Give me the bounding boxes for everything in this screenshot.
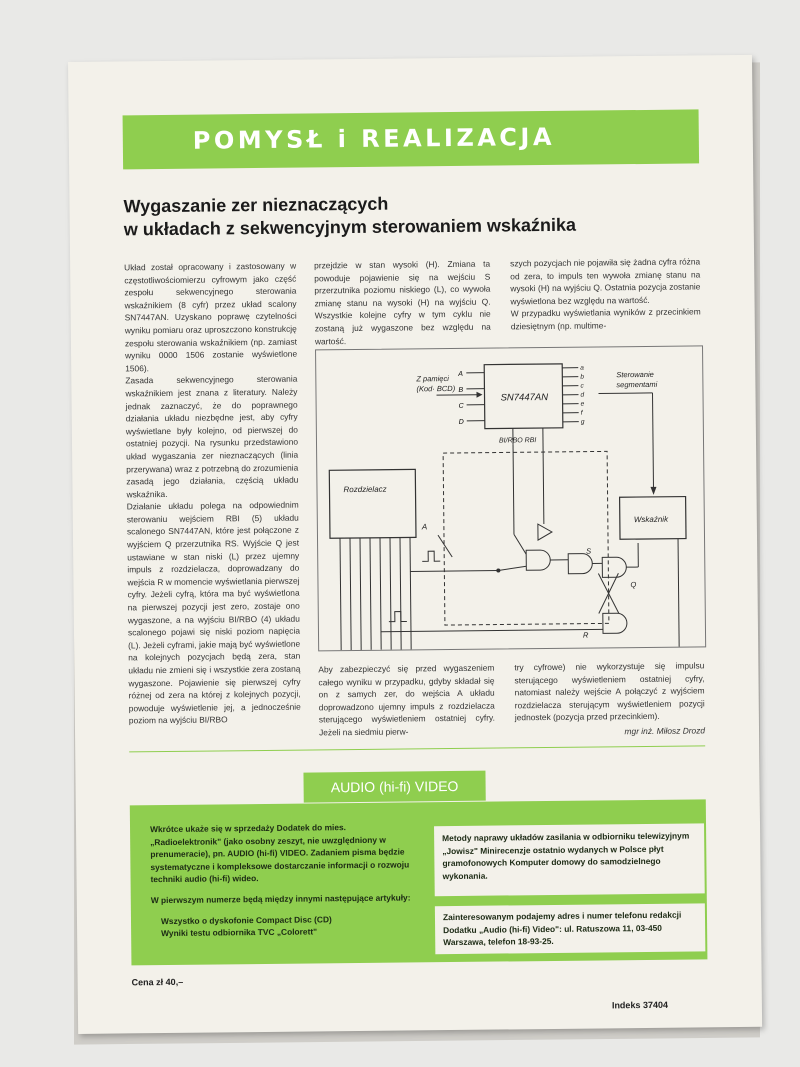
ic-input-b: B: [458, 386, 464, 394]
paragraph: szych pozycjach nie pojawiła się żadna cyfra różna od zera, to impuls ten wywoła zmianę stanu na wysoki (H) na wyjściu Q. Ostatnia pozycja zostanie wyświetlona bez względu na wartość.: [510, 256, 701, 307]
ic-inputs: [457, 371, 485, 426]
supplement-left-text: [150, 820, 413, 939]
paragraph: przejdzie w stan wysoki (H). Zmiana ta powoduje pojawienie się na wejściu S przerzutnika poziomu niskiego (L), co wywoła zmianę stanu na wysoki (H) na wyjściu Q. Wszystkie kolejne cyfry w tym cyklu nie zostaną już wygaszone bez względu na wartość.: [314, 258, 491, 346]
ic-output-f: f: [580, 409, 583, 417]
supplement-topics-box: Metody naprawy układów zasilania w odbiorniku telewizyjnym „Jowisz" Minirecenzje ostatnio wydanych w Polsce płyt gramofonowych Komputer domowy do samodzielnego wykonania.: [434, 823, 705, 896]
paragraph: Aby zabezpieczyć się przed wygaszeniem całego wyniku w przypadku, gdyby składał się on z samych zer, do wejścia A układu doprowadzono ujemny impuls z rozdzielacza sterującego wyświetleniem ostatniej cyfry. Jeżeli na siedmiu pierw-: [318, 662, 495, 738]
memory-arrow-head: [476, 392, 482, 398]
article-title: [123, 191, 576, 242]
supplement-article-1: Wszystko o dyskofonie Compact Disc (CD): [160, 913, 332, 926]
and-gate-2-icon: [568, 554, 592, 574]
distributor-label: Rozdzielacz: [343, 484, 387, 495]
price-label: Cena zł 40,–: [131, 976, 184, 988]
author-signature: mgr inż. Miłosz Drozd: [624, 725, 706, 737]
node-r-label: R: [582, 630, 589, 640]
ic-output-d: d: [580, 391, 585, 399]
supplement-intro: Wkrótce ukaże się w sprzedaży Dodatek do mies. „Radioelektronik" (jako osobny zeszyt, nie uwzględniony w prenumeracie), pn. AUDIO (hi-fi) VIDEO. Zadaniem pisma będzie systematyczne i kompleksowe dostarczanie informacji o rozwoju techniki audio (hi-fi) wideo.: [149, 822, 410, 885]
segment-arrow-line: [599, 393, 653, 394]
ic-output-c: c: [580, 382, 584, 390]
memory-label: Z pamięci: [416, 374, 449, 384]
ic-output-e: e: [580, 400, 585, 408]
article-column-1: [124, 260, 301, 728]
node-s-label: S: [586, 546, 592, 556]
display-label: Wskaźnik: [633, 514, 669, 525]
ic-input-a: A: [458, 370, 464, 378]
article-column-2-bottom: [318, 662, 495, 739]
and-gate-1-icon: [526, 550, 550, 570]
blanking-circuit-boundary: [443, 451, 609, 625]
node-q-label: Q: [630, 580, 637, 590]
memory-code-label: (Kod· BCD): [416, 383, 456, 394]
article-title-line-2: w układach z sekwencyjnym sterowaniem wskaźnika: [123, 214, 577, 240]
ic-output-b: b: [580, 373, 584, 381]
paragraph: try cyfrowe) nie wykorzystuje się impulsu sterującego wyświetleniem ostatniej cyfry, natomiast należy wejście A połączyć z wyjściem rozdzielacza sterującym wyświetleniem pozycji jednostek (pozycja przed przecinkiem).: [514, 660, 705, 723]
section-banner-text: POMYSŁ i REALIZACJA: [192, 122, 556, 155]
supplement-article-2: Wyniki testu odbiornika TVC „Colorett": [161, 926, 318, 939]
segment-control-sublabel: segmentami: [616, 379, 658, 390]
paragraph: W przypadku wyświetlania wyników z przecinkiem dziesiętnym (np. multime-: [510, 306, 701, 332]
ic-outputs: [562, 365, 585, 426]
circuit-schematic: [316, 346, 705, 650]
distributor-lines: [340, 537, 411, 650]
supplement-contact-box: Zainteresowanym podajemy adres i numer telefonu redakcji Dodatku „Audio (hi-fi) Video": ul. Ratuszowa 11, 03-450 Warszawa, telefon 18-93-25.: [435, 903, 705, 954]
distributor-box: [329, 469, 416, 538]
nand-gate-s-icon: [602, 557, 626, 577]
ic-label: SN7447AN: [500, 391, 549, 404]
article-column-2-top: [314, 258, 491, 348]
article-column-3-top: [510, 255, 701, 333]
node-a-label: A: [421, 522, 428, 532]
inverter-icon: [538, 524, 552, 540]
article-column-3-bottom: [514, 659, 705, 739]
ic-input-c: C: [458, 402, 464, 410]
section-divider: [129, 745, 705, 752]
pulse-r-icon: [389, 611, 407, 621]
supplement-announcement: [130, 799, 708, 965]
ic-output-g: g: [580, 418, 585, 426]
supplement-tab: AUDIO (hi-fi) VIDEO: [303, 771, 485, 803]
pulse-a-icon: [422, 551, 440, 561]
paragraph: Zasada sekwencyjnego sterowania wskaźnikiem jest znana z literatury. Należy jednak zaznaczyć, że do poprawnego działania układu niezbędne jest, aby cyfry wyświetlane były kolejno, od pierwszej do ostatniej pozycji. Na rysunku przedstawiono układ wygaszania zer nieznaczących (linia przerywana) wraz z potrzebną do zrozumienia zasadą jego działania, częścią układu wskaźnika.: [125, 373, 299, 500]
segment-control-label: Sterowanie: [616, 369, 654, 380]
ic-output-a: a: [580, 364, 584, 372]
ic-input-d: D: [458, 418, 464, 426]
index-number: Indeks 37404: [611, 999, 669, 1011]
section-banner: [123, 109, 700, 169]
supplement-articles-intro: W pierwszym numerze będą między innymi następujące artykuły:: [150, 892, 411, 906]
circuit-diagram: [315, 345, 706, 651]
paragraph: Działanie układu polega na odpowiednim sterowaniu wejściem RBI (5) układu scalonego SN7447AN, które jest połączone z wyjściem Q przerzutnika RS. Wyjście Q jest ustawiane w stan niski (L) przez ujemny impuls z rozdzielacza, doprowadzany do wejścia R w momencie wyświetlania pierwszej cyfry. Jeżeli cyfrą, która ma być wyświetlona na pierwszej pozycji jest zero, zostaje ono wygaszone, a na wyjściu BI/RBO (4) układu scalonego pojawi się niski poziom napięcia (L). Jeżeli cyframi, jakie mają być wyświetlone na kolejnych pozycjach będą zera, stan układu nie zmieni się i wszystkie zera zostaną wygaszone. Pojawienie się pierwszej cyfry różnej od zera na której z kolejnych pozycji, powoduje wyświetlenie jej, a jednocześnie poziom na wyjściu BI/RBO: [126, 499, 301, 726]
ic-pin-labels: BI/RBO RBI: [498, 437, 537, 445]
paragraph: Układ został opracowany i zastosowany w częstotliwościomierzu cyfrowym jako część zespołu sekwencyjnego sterowania wskaźnikiem (8 cyfr) przez układ scalony SN7447AN. Uzyskano poprawę czytelności wyniku pomiaru oraz uproszczono konstrukcję zespołu sterowania wskaźnikiem (np. zamiast wyniku 0000 1506 zostanie wyświetlone 1506).: [124, 260, 298, 374]
article-title-line-1: Wygaszanie zer nieznaczących: [123, 193, 389, 217]
magazine-page: [68, 55, 762, 1034]
